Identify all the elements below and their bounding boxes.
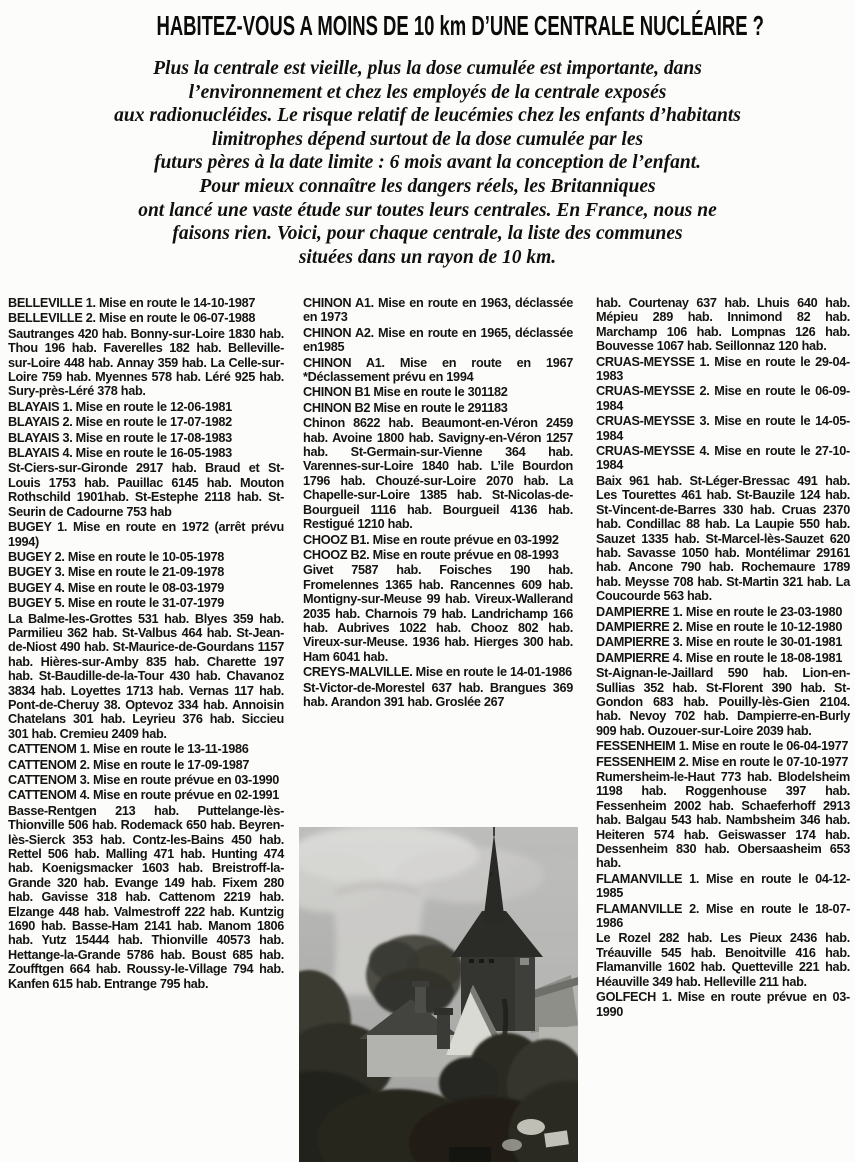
text-block: BLAYAIS 1. Mise en route le 12-06-1981 [8, 399, 232, 414]
text-block: Sautranges 420 hab. Bonny-sur-Loire 1830 hab. Thou 196 hab. Faverelles 182 hab. Belleville-sur-Loire 448 hab. Annay 359 hab. La Celle-sur-Loire 759 hab. Myennes 578 hab. Léré 925 hab. Sury-près-Léré 378 hab. [8, 326, 284, 399]
text-block: hab. Courtenay 637 hab. Lhuis 640 hab. Mépieu 289 hab. Innimond 82 hab. Marchamp 106 hab. Lompnas 126 hab. Bouvesse 1067 hab. Seillonnaz 120 hab. [596, 296, 850, 354]
text-block: BUGEY 4. Mise en route le 08-03-1979 [8, 580, 225, 595]
text-block: St-Ciers-sur-Gironde 2917 hab. Braud et St-Louis 1753 hab. Pauillac 6145 hab. Mouton Rothschild 1901hab. St-Estephe 2118 hab. St-Seurin de Cadourne 753 hab [8, 461, 284, 519]
text-column-2 [303, 296, 573, 710]
text-block: Le Rozel 282 hab. Les Pieux 2436 hab. Tréauville 545 hab. Benoitville 416 hab. Flamanville 1602 hab. Quetteville 221 hab. Héauville 349 hab. Helleville 211 hab. [596, 931, 850, 989]
text-block: BLAYAIS 4. Mise en route le 16-05-1983 [8, 446, 232, 461]
intro-line: situées dans un rayon de 10 km. [298, 246, 557, 268]
text-block: Chinon 8622 hab. Beaumont-en-Véron 2459 hab. Avoine 1800 hab. Savigny-en-Véron 1257 hab. St-Germain-sur-Vienne 364 hab. Varennes-sur-Loire 1840 hab. L’ile Bourdon 1796 hab. Chouzé-sur-Loire 2070 hab. La Chapelle-sur-Loire 1385 hab. St-Nicolas-de-Bourgueil 1116 hab. Bourgueil 4136 hab. Restigué 1210 hab. [303, 416, 573, 532]
intro-line: aux radionucléides. Le risque relatif de leucémies chez les enfants d’habitants [114, 105, 741, 127]
text-block: BUGEY 5. Mise en route le 31-07-1979 [8, 596, 225, 611]
text-block: St-Aignan-le-Jaillard 590 hab. Lion-en-Sullias 352 hab. St-Florent 390 hab. St-Gondon 683 hab. Pouilly-lès-Gien 2104. hab. Nevoy 702 hab. Dampierre-en-Burly 909 hab. Ouzouer-sur-Loire 2039 hab. [596, 666, 850, 738]
text-block: DAMPIERRE 1. Mise en route le 23-03-1980 [596, 604, 843, 619]
intro-paragraph [0, 57, 855, 269]
text-block: CATTENOM 3. Mise en route prévue en 03-1990 [8, 773, 280, 787]
church-cooling-tower-photo [299, 827, 578, 1162]
text-block: CHINON A2. Mise en route en 1965, déclassée en1985 [303, 325, 573, 355]
intro-line: ont lancé une vaste étude sur toutes leurs centrales. En France, nous ne [138, 199, 717, 221]
text-block: BELLEVILLE 2. Mise en route le 06-07-1988 [8, 311, 256, 326]
intro-line: Pour mieux connaître les dangers réels, les Britanniques [199, 175, 656, 197]
text-block: CHINON B1 Mise en route le 301182 [303, 385, 508, 400]
text-block: DAMPIERRE 2. Mise en route le 10-12-1980 [596, 619, 843, 634]
text-block: DAMPIERRE 3. Mise en route le 30-01-1981 [596, 635, 843, 650]
text-block: BLAYAIS 3. Mise en route le 17-08-1983 [8, 430, 232, 445]
text-block: BUGEY 3. Mise en route le 21-09-1978 [8, 565, 225, 580]
text-block: CRUAS-MEYSSE 2. Mise en route le 06-09-1984 [596, 384, 850, 413]
text-block: DAMPIERRE 4. Mise en route le 18-08-1981 [596, 650, 843, 665]
text-column-1 [8, 296, 284, 992]
article-title: HABITEZ-VOUS A MOINS DE 10 km D’UNE CENTRALE NUCLÉAIRE ? [156, 10, 764, 41]
photo-illustration [299, 827, 578, 1162]
intro-line: l’environnement et chez les employés de la centrale exposés [188, 81, 667, 103]
intro-line: Plus la centrale est vieille, plus la dose cumulée est importante, dans [153, 58, 702, 79]
intro-line: faisons rien. Voici, pour chaque centrale, la liste des communes [172, 223, 683, 245]
text-block: CHOOZ B1. Mise en route prévue en 03-1992 [303, 532, 559, 547]
text-block: CHOOZ B2. Mise en route prévue en 08-1993 [303, 547, 559, 562]
text-block: FESSENHEIM 2. Mise en route le 07-10-1977 [596, 754, 849, 769]
text-block: Givet 7587 hab. Foisches 190 hab. Fromelennes 1365 hab. Rancennes 609 hab. Montigny-sur-Meuse 99 hab. Vireux-Wallerand 2035 hab. Charnois 79 hab. Landrichamp 166 hab. Aubrives 1022 hab. Chooz 802 hab. Vireux-sur-Meuse. 1936 hab. Hierges 300 hab. Ham 6041 hab. [303, 563, 573, 664]
text-block: CATTENOM 4. Mise en route prévue en 02-1991 [8, 788, 280, 803]
text-block: BELLEVILLE 1. Mise en route le 14-10-1987 [8, 296, 256, 310]
intro-line: futurs pères à la date limite : 6 mois avant la conception de l’enfant. [153, 152, 702, 174]
text-block: Rumersheim-le-Haut 773 hab. Blodelsheim 1198 hab. Roggenhouse 397 hab. Fessenheim 2002 hab. Schaeferhoff 2913 hab. Balgau 543 hab. Nambsheim 346 hab. Heiteren 574 hab. Geiswasser 174 hab. Dessenheim 830 hab. Obersaasheim 653 hab. [596, 770, 850, 871]
text-column-3 [596, 296, 850, 1020]
text-block: La Balme-les-Grottes 531 hab. Blyes 359 hab. Parmilieu 362 hab. St-Valbus 464 hab. St-Jean-de-Niost 490 hab. St-Maurice-de-Gourdans 1157 hab. Hières-sur-Amby 835 hab. Charette 197 hab. St-Baudille-de-la-Tour 430 hab. Chavanoz 3834 hab. Loyettes 1713 hab. Vernas 117 hab. Pont-de-Cheruy 38. Optevoz 334 hab. Annoisin Chatelans 301 hab. Leyrieu 376 hab. Siccieu 301 hab. Cremieu 2409 hab. [8, 611, 284, 741]
text-block: FESSENHEIM 1. Mise en route le 06-04-1977 [596, 739, 849, 754]
text-block: Basse-Rentgen 213 hab. Puttelange-lès-Thionville 506 hab. Rodemack 650 hab. Beyren-lès-Sierck 353 hab. Contz-les-Bains 450 hab. Rettel 506 hab. Malling 471 hab. Hunting 474 hab. Koenigsmacker 1603 hab. Breistroff-la-Grande 320 hab. Evange 149 hab. Fixem 280 hab. Gavisse 318 hab. Cattenom 2219 hab. Elzange 448 hab. Valmestroff 222 hab. Kuntzig 1690 hab. Basse-Ham 2141 hab. Manom 1806 hab. Yutz 15444 hab. Thionville 40573 hab. Hettange-la-Grande 5786 hab. Boust 685 hab. Zoufftgen 664 hab. Roussy-le-Village 794 hab. Kanfen 615 hab. Entrange 795 hab. [8, 803, 284, 991]
text-block: BLAYAIS 2. Mise en route le 17-07-1982 [8, 415, 232, 430]
text-block: CHINON B2 Mise en route le 291183 [303, 400, 508, 415]
text-block: CATTENOM 1. Mise en route le 13-11-1986 [8, 742, 249, 757]
text-block: CRUAS-MEYSSE 4. Mise en route le 27-10-1984 [596, 444, 850, 473]
text-block: St-Victor-de-Morestel 637 hab. Brangues 369 hab. Arandon 391 hab. Groslée 267 [303, 680, 573, 709]
text-block: BUGEY 1. Mise en route en 1972 (arrêt prévu 1994) [8, 520, 284, 549]
text-block: CRUAS-MEYSSE 1. Mise en route le 29-04-1983 [596, 354, 850, 384]
intro-line: limitrophes dépend surtout de la dose cumulée par les [211, 128, 644, 150]
text-block: CRUAS-MEYSSE 3. Mise en route le 14-05-1984 [596, 414, 850, 443]
text-block: FLAMANVILLE 1. Mise en route le 04-12-1985 [596, 871, 850, 901]
headline-wrap [0, 10, 855, 42]
text-block: CHINON A1. Mise en route en 1963, déclassée en 1973 [303, 296, 573, 325]
text-block: CREYS-MALVILLE. Mise en route le 14-01-1986 [303, 665, 572, 680]
text-block: GOLFECH 1. Mise en route prévue en 03-1990 [596, 990, 850, 1019]
text-block: BUGEY 2. Mise en route le 10-05-1978 [8, 549, 225, 564]
text-block: FLAMANVILLE 2. Mise en route le 18-07-1986 [596, 901, 850, 931]
text-block: CHINON A1. Mise en route en 1967 *Déclassement prévu en 1994 [303, 355, 573, 385]
text-block: Baix 961 hab. St-Léger-Bressac 491 hab. Les Tourettes 461 hab. St-Bauzile 124 hab. St-Vincent-de-Barres 330 hab. Cruas 2370 hab. Condillac 88 hab. La Laupie 550 hab. Sauzet 1335 hab. St-Marcel-lès-Sauzet 620 hab. Savasse 1050 hab. Montélimar 29161 hab. Ancone 790 hab. Rochemaure 1789 hab. Meysse 708 hab. St-Martin 321 hab. La Coucourde 563 hab. [596, 473, 850, 604]
text-block: CATTENOM 2. Mise en route le 17-09-1987 [8, 757, 250, 772]
